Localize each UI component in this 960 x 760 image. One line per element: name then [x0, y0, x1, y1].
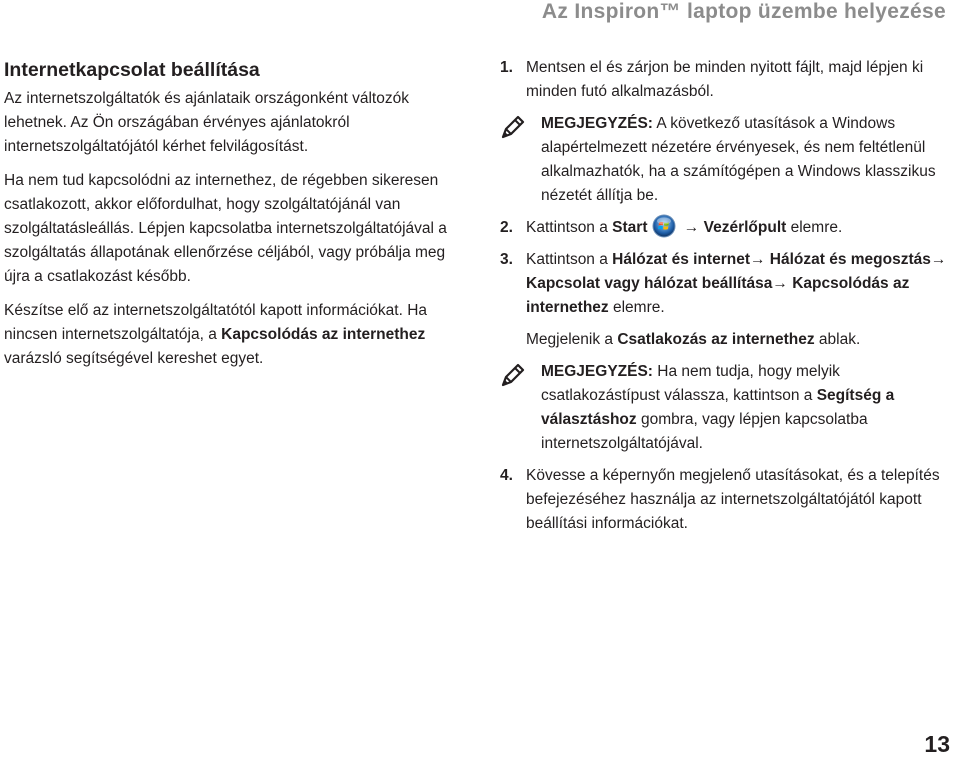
- step-3-result: Megjelenik a Csatlakozás az internethez ablak.: [526, 331, 861, 348]
- note-2: MEGJEGYZÉS: Ha nem tudja, hogy melyik csatlakozástípust válassza, kattintson a Segítség a választáshoz gombra, vagy lépjen kapcsolatba internetszolgáltatójával.: [500, 360, 950, 456]
- control-panel-label: Vezérlőpult: [703, 219, 787, 236]
- step-1: [500, 56, 950, 104]
- step-text: Kattintson a Start → Vezérlőpult elemre.: [526, 216, 950, 240]
- page-number: 13: [924, 731, 950, 757]
- note-label: MEGJEGYZÉS:: [541, 115, 653, 132]
- help-choose-button-name: Segítség a választáshoz: [541, 387, 895, 428]
- section-title: Internetkapcsolat beállítása: [4, 59, 260, 81]
- step-2: [500, 216, 950, 240]
- step-text: Kövesse a képernyőn megjelenő utasításokat, és a telepítés befejezéséhez használja az internetszolgáltatójától kapott beállítási információkat.: [526, 467, 940, 532]
- step-3: [500, 248, 950, 320]
- connect-wizard-name: Kapcsolódás az internethez: [221, 326, 426, 343]
- left-column: [4, 57, 470, 381]
- running-header: Az Inspiron™ laptop üzembe helyezése: [541, 0, 946, 23]
- windows-start-orb-icon: [652, 214, 676, 238]
- right-column: [500, 56, 950, 544]
- step-number: 2.: [500, 219, 513, 236]
- pencil-note-icon: [500, 360, 541, 456]
- pencil-note-icon: [500, 112, 541, 208]
- step-4: [500, 464, 950, 536]
- step-number: 4.: [500, 467, 513, 484]
- note-label: MEGJEGYZÉS:: [541, 363, 653, 380]
- start-label: Start: [612, 219, 648, 236]
- window-name: Csatlakozás az internethez: [617, 331, 815, 348]
- paragraph-prepare-info: Készítse elő az internetszolgáltatótól kapott információkat. Ha nincsen internetszolgáltatója, a Kapcsolódás az internethez varázsló segítségével kereshet egyet.: [4, 302, 428, 367]
- step-number: 1.: [500, 59, 513, 76]
- step-number: 3.: [500, 251, 513, 268]
- paragraph-connection-trouble: Ha nem tud kapcsolódni az internethez, de régebben sikeresen csatlakozott, akkor előfordulhat, hogy szolgáltatójánál van szolgáltatásleállás. Lépjen kapcsolatba internetszolgáltatójával a szolgáltatás állapotának ellenőrzése céljából, vagy próbálja meg újra a csatlakozást később.: [4, 172, 447, 285]
- step-text: Mentsen el és zárjon be minden nyitott fájlt, majd lépjen ki minden futó alkalmazásból.: [526, 59, 924, 100]
- step-text: Kattintson a Hálózat és internet→ Hálózat és megosztás→ Kapcsolat vagy hálózat beállítása→ Kapcsolódás az internethez elemre.: [526, 251, 947, 316]
- note-1: MEGJEGYZÉS: A következő utasítások a Windows alapértelmezett nézetére érvényesek, és nem feltétlenül alkalmazhatók, ha a számítógépen a Windows klasszikus nézetét állítja be.: [500, 112, 950, 208]
- paragraph-isp-offers: Az internetszolgáltatók és ajánlataik országonként változók lehetnek. Az Ön országában érvényes ajánlatokról internetszolgáltatójától kérhet felvilágosítást.: [4, 90, 409, 155]
